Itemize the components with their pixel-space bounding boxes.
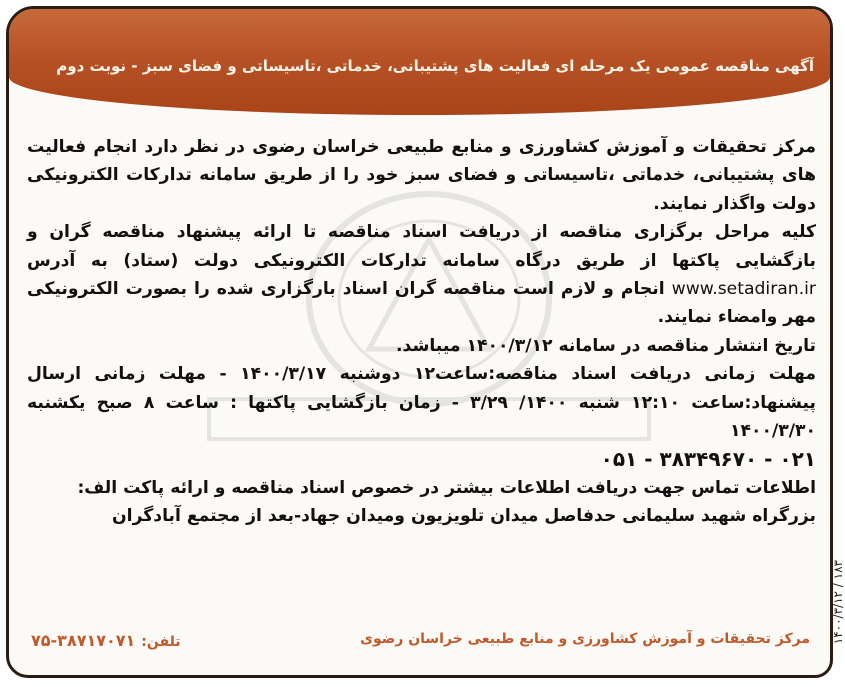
ad-body — [27, 133, 816, 531]
footer-phone: ۳۸۷۱۷۰۷۱-۷۵ — [31, 631, 136, 650]
ad-title: آگهی مناقصه عمومی یک مرحله ای فعالیت های پشتیبانی، خدماتی ،تاسیساتی و فضای سبز - نوبت دوم — [56, 57, 814, 75]
procedure-text-2: انجام و لازم است مناقصه گران اسناد بارگزاری شده را بصورت الکترونیکی مهر وامضاء نمایند. — [27, 279, 816, 328]
footer-phone-label: تلفن: — [141, 634, 181, 650]
deadlines-paragraph: مهلت زمانی دریافت اسناد مناقصه:ساعت۱۲ دوشنبه ۱۴۰۰/۳/۱۷ - مهلت زمانی ارسال پیشنهاد:ساعت ۱۲:۱۰ شنبه ۱۴۰۰/ ۳/۲۹ - زمان بازگشایی پاکتها : ساعت ۸ صبح یکشنبه ۱۴۰۰/۳/۳۰ — [27, 364, 816, 442]
footer — [31, 629, 810, 655]
footer-organization: مرکز تحقیقات و آموزش کشاورزی و منابع طبیعی خراسان رضوی — [360, 631, 810, 647]
footer-phone-block — [31, 631, 181, 650]
procedure-paragraph — [27, 218, 816, 332]
publish-date-paragraph: تاریخ انتشار مناقصه در سامانه ۱۴۰۰/۳/۱۲ میباشد. — [395, 335, 816, 356]
contact-info-heading: اطلاعات تماس جهت دریافت اطلاعات بیشتر در خصوص اسناد مناقصه و ارائه پاکت الف: — [77, 477, 816, 498]
side-reference-code: ۱۴۰۰/۳/۱۲ / ۱۸۳ — [831, 560, 845, 645]
intro-paragraph: مرکز تحقیقات و آموزش کشاورزی و منابع طبیعی خراسان رضوی در نظر دارد انجام فعالیت های پشتیبانی، خدماتی ،تاسیساتی و فضای سبز خود را از طریق سامانه تدارکات الکترونیکی دولت واگذار نمایند. — [27, 137, 816, 214]
procedure-text-1: کلیه مراحل برگزاری مناقصه از دریافت اسناد مناقصه تا ارائه پیشنهاد مناقصه گران و بازگشایی پاکتها از طریق درگاه سامانه تدارکات الکترونیکی دولت (ستاد) به آدرس — [27, 222, 816, 271]
address-paragraph: بزرگراه شهید سلیمانی حدفاصل میدان تلویزیون ومیدان جهاد-بعد از مجتمع آبادگران — [112, 506, 816, 527]
support-phone: ۰۵۱ - ۳۸۳۴۹۶۷۰ - ۰۲۱ — [600, 447, 816, 472]
setad-url-link[interactable]: www.setadiran.ir — [671, 279, 816, 300]
ad-frame — [6, 6, 833, 678]
